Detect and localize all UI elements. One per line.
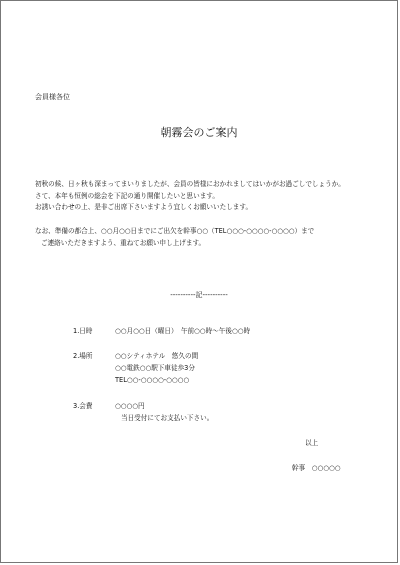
item-2-label: 2.場所 (73, 352, 93, 360)
paragraph-2-line-2: ご連絡いただきますよう、重ねてお願い申し上げます。 (41, 239, 206, 247)
item-2-line-3: TEL○○-○○○○-○○○○ (115, 376, 190, 384)
item-2-line-1: ○○シティホテル 悠久の間 (115, 352, 199, 360)
paragraph-1-line-1: 初秋の候、日ヶ秋も深まってまいりましたが、会員の皆様におかれましてはいかがお過ごしでしょうか。 (35, 180, 345, 188)
closing-text: 以上 (305, 439, 319, 447)
item-3-label: 3.会費 (73, 402, 93, 410)
document-title: 朝霧会のご案内 (160, 126, 238, 139)
recipient: 会員様各位 (35, 93, 70, 101)
item-1-line-1: ○○月○○日（曜日） 午前○○時～午後○○時 (115, 327, 251, 335)
ki-heading: ----------記---------- (170, 291, 228, 299)
signature: 幹事 ○○○○○ (292, 464, 341, 472)
paragraph-1-line-2: さて、本年も恒例の総会を下記の通り開催したいと思います。 (35, 192, 219, 200)
paragraph-1-line-3: お誘い合わせの上、是非ご出席下さいますよう宜しくお願いいたします。 (35, 203, 253, 211)
item-1-label: 1.日時 (73, 327, 93, 335)
item-3-line-1: ○○○○円 (115, 402, 145, 410)
item-3-line-2: 当日受付にてお支払い下さい。 (121, 414, 214, 422)
paragraph-2-line-1: なお、準備の都合上、○○月○○日までにご出欠を幹事○○（TEL○○○-○○○○-○○○○）まで (35, 227, 315, 235)
item-2-line-2: ○○電鉄○○駅下車徒歩3分 (115, 364, 195, 372)
